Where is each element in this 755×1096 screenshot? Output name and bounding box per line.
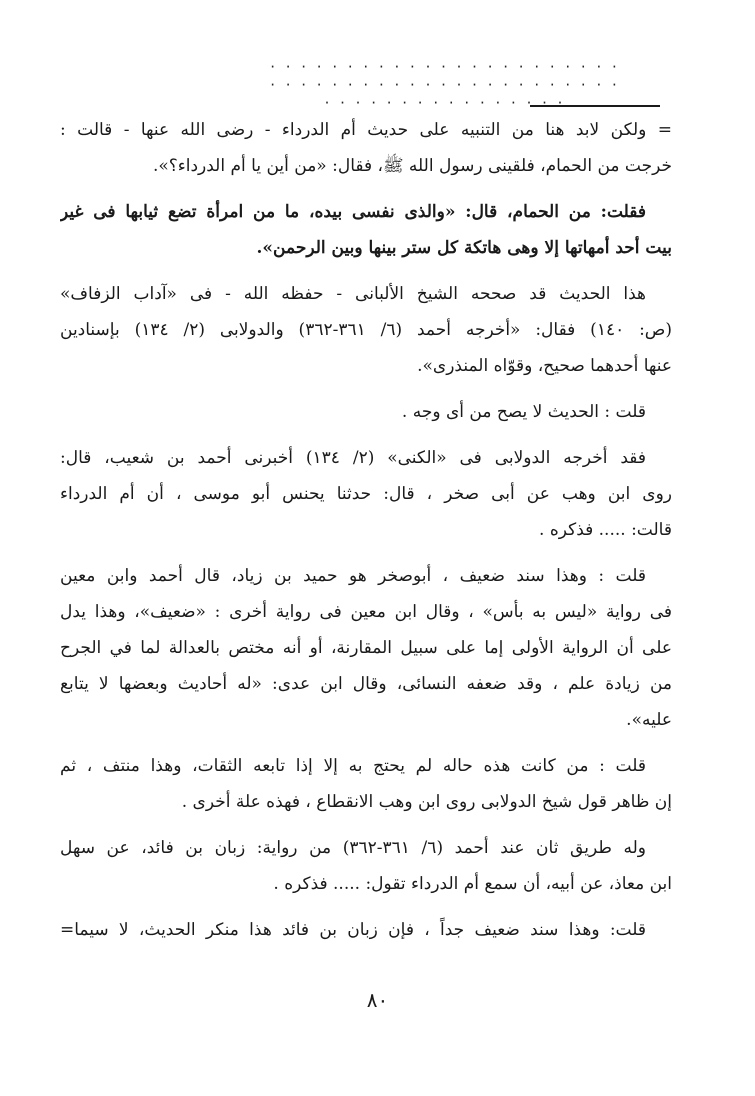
page-number: ٨٠ xyxy=(366,988,389,1012)
footnote-separator-rule xyxy=(530,105,660,107)
text-line: عليه». xyxy=(626,710,672,730)
text-line: قلت: وهذا سند ضعيف جداً ، فإن زبان بن فائد هذا منكر الحديث، لا سيما= xyxy=(60,920,646,940)
text-line: هذا الحديث قد صححه الشيخ الألبانى - حفظه الله - فى «آداب الزفاف» xyxy=(60,284,646,304)
text-line: قلت : وهذا سند ضعيف ، أبوصخر هو حميد بن زياد، قال أحمد وابن معين xyxy=(60,566,646,586)
text-line: على أن الرواية الأولى إما على سبيل المقارنة، أو أنه مختص بالعدالة لما في الجرح xyxy=(60,638,672,658)
text-line: عنها أحدهما صحيح، وقوّاه المنذرى». xyxy=(417,356,672,376)
text-line: فقد أخرجه الدولابى فى «الكنى» (٢/ ١٣٤) أخبرنى أحمد بن شعيب، قال: xyxy=(60,448,646,468)
text-line: إن ظاهر قول شيخ الدولابى روى ابن وهب الانقطاع ، فهذه علة أخرى . xyxy=(181,792,672,812)
text-line: روى ابن وهب عن أبى صخر ، قال: حدثنا يحنس أبو موسى ، أن أم الدرداء xyxy=(60,484,672,504)
text-line: (ص: ١٤٠) فقال: «أخرجه أحمد (٦/ ٣٦١-٣٦٢) والدولابى (٢/ ١٣٤) بإسنادين xyxy=(60,320,672,340)
text-line-hadith: فقلت: من الحمام، قال: «والذى نفسى بيده، ما من امرأة تضع ثيابها فى غير xyxy=(60,202,646,222)
page-body-text xyxy=(60,112,672,948)
text-line: قلت : من كانت هذه حاله لم يحتج به إلا إذا تابعه الثقات، وهذا منتف ، ثم xyxy=(60,756,646,776)
header-dotted-line: · · · · · · · · · · · · · · · · · · · · · · · · · · · · · · · · · · · · · · · · · · · · · · · · · · · · · · · · · · · · · · xyxy=(270,58,620,112)
text-line: ابن معاذ، عن أبيه، أن سمع أم الدرداء تقول: ..... فذكره . xyxy=(273,874,672,894)
text-line-hadith: بيت أحد أمهاتها إلا وهى هاتكة كل ستر بينها وبين الرحمن». xyxy=(256,238,672,258)
text-line: قلت : الحديث لا يصح من أى وجه . xyxy=(401,402,646,422)
text-line: وله طريق ثان عند أحمد (٦/ ٣٦١-٣٦٢) من رواية: زبان بن فائد، عن سهل xyxy=(60,838,646,858)
text-line: = ولكن لابد هنا من التنبيه على حديث أم الدرداء - رضى الله عنها - قالت : xyxy=(60,120,672,140)
text-line: خرجت من الحمام، فلقينى رسول الله ﷺ، فقال: «من أين يا أم الدرداء؟». xyxy=(152,156,672,176)
text-line: فى رواية «ليس به بأس» ، وقال ابن معين فى رواية أخرى : «ضعيف»، وهذا يدل xyxy=(60,602,672,622)
text-line: من زيادة علم ، وقد ضعفه النسائى، وقال ابن عدى: «له أحاديث وبعضها لا يتابع xyxy=(60,674,672,694)
text-line: قالت: ..... فذكره . xyxy=(539,520,672,540)
